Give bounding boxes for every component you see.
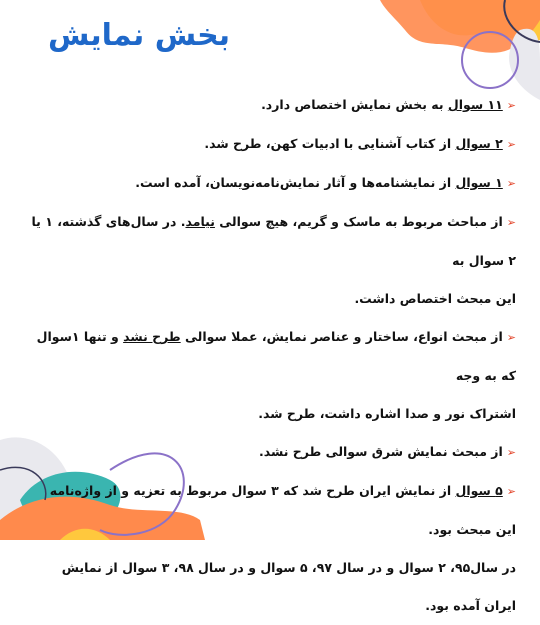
list-item-continuation: [28, 549, 516, 625]
list-item-text: از مبحث نمایش شرق سوالی طرح نشد.: [259, 444, 503, 459]
check-arrow-bullet-icon: ➢: [506, 331, 516, 344]
list-item: [28, 472, 516, 549]
list-item-text: اشتراک نور و صدا اشاره داشت، طرح شد.: [258, 406, 516, 421]
check-arrow-bullet-icon: ➢: [506, 99, 516, 112]
list-item-text: از مبحث انواع، ساختار و عناصر نمایش، عملا سوالی: [180, 329, 503, 344]
list-item-text: در سال۹۵، ۲ سوال و در سال ۹۷، ۵ سوال و در سال ۹۸، ۳ سوال از نمایش ایران آمده بود.: [61, 560, 516, 613]
list-item-highlight: طرح نشد: [123, 329, 181, 344]
list-item-continuation: [28, 280, 516, 318]
list-item-text: از مباحث مربوط به ماسک و گریم، هیچ سوالی: [214, 214, 503, 229]
list-item-text: . در سال‌های گذشته، ۱ یا ۲ سوال به: [31, 214, 516, 268]
list-item: [28, 86, 516, 125]
list-item-text: این مبحث اختصاص داشت.: [354, 291, 516, 306]
check-arrow-bullet-icon: ➢: [506, 485, 516, 498]
bullet-list: [28, 86, 516, 625]
list-item: [28, 433, 516, 472]
list-item-text: از نمایش ایران طرح شد که ۳ سوال مربوط به تعزیه و از واژه‌نامه این مبحث بود.: [49, 483, 516, 537]
list-item-highlight: ۱۱ سوال: [447, 97, 503, 112]
list-item-highlight: نیامد: [185, 214, 215, 229]
list-item-text: از کتاب آشنایی با ادبیات کهن، طرح شد.: [204, 136, 456, 151]
list-item: [28, 164, 516, 203]
check-arrow-bullet-icon: ➢: [506, 138, 516, 151]
list-item: [28, 318, 516, 395]
list-item-text: به بخش نمایش اختصاص دارد.: [261, 97, 448, 112]
page-title: بخش نمایش: [48, 18, 231, 53]
check-arrow-bullet-icon: ➢: [506, 446, 516, 459]
list-item-highlight: ۱ سوال: [455, 175, 503, 190]
check-arrow-bullet-icon: ➢: [506, 177, 516, 190]
list-item-continuation: [28, 395, 516, 433]
list-item-text: از نمایشنامه‌ها و آثار نمایش‌نامه‌نویسان، آمده است.: [135, 175, 456, 190]
list-item-highlight: ۵ سوال: [455, 483, 503, 498]
list-item-text: و تنها ۱سوال که به وجه: [36, 329, 516, 383]
list-item: [28, 125, 516, 164]
check-arrow-bullet-icon: ➢: [506, 216, 516, 229]
list-item: [28, 203, 516, 280]
list-item-highlight: ۲ سوال: [455, 136, 503, 151]
